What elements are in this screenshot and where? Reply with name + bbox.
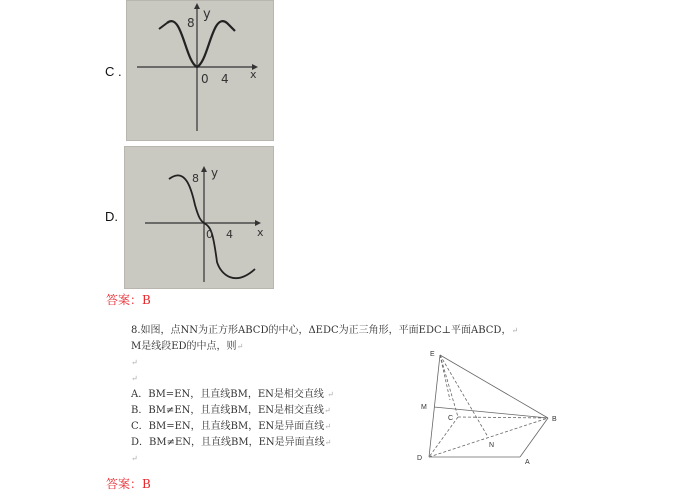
- svg-text:N: N: [489, 442, 495, 449]
- paragraph-mark: ↵: [236, 342, 244, 351]
- option-d-label: D.: [105, 209, 118, 224]
- svg-text:y: y: [203, 7, 211, 22]
- svg-text:8: 8: [187, 16, 195, 30]
- graph-d-sketch: [125, 147, 273, 288]
- choice-c: C．BM=EN，且直线BM，EN是异面直线↵: [131, 421, 332, 432]
- svg-text:4: 4: [221, 72, 229, 86]
- svg-text:x: x: [250, 68, 257, 81]
- svg-text:8: 8: [192, 172, 199, 185]
- svg-text:M: M: [421, 404, 427, 411]
- pyramid-diagram: [410, 340, 570, 470]
- graph-c-sketch: [127, 1, 273, 140]
- paragraph-mark: ↵: [511, 326, 519, 335]
- svg-text:0: 0: [201, 72, 209, 86]
- choice-a: A．BM=EN，且直线BM，EN是相交直线 ↵: [131, 389, 334, 400]
- svg-text:B: B: [552, 416, 557, 423]
- question-8-line-1: 8.如图，点NN为正方形ABCD的中心，ΔEDC为正三角形，平面EDC⊥平面ABCD，↵: [131, 325, 519, 336]
- svg-text:x: x: [257, 226, 264, 239]
- choice-b: B．BM≠EN，且直线BM，EN是相交直线↵: [131, 405, 331, 416]
- option-c-label: C .: [105, 64, 122, 79]
- svg-text:C: C: [448, 415, 454, 422]
- svg-text:D: D: [417, 455, 423, 462]
- question-8-choices: [131, 387, 334, 451]
- svg-text:y: y: [211, 166, 219, 180]
- svg-text:E: E: [430, 351, 435, 358]
- option-c-graph-photo: [126, 0, 274, 141]
- question-8-line-2: M是线段ED的中点，则↵: [131, 341, 244, 352]
- paragraph-mark: ↵: [131, 358, 138, 367]
- paragraph-mark: ↵: [131, 454, 138, 463]
- answer-label-1: 答案：B: [106, 293, 151, 307]
- svg-text:A: A: [525, 459, 530, 466]
- option-d-graph-photo: [124, 146, 274, 289]
- choice-d: D．BM≠EN，且直线BM，EN是异面直线↵: [131, 437, 332, 448]
- pyramid-figure: [410, 340, 570, 470]
- answer-label-2: 答案：B: [106, 477, 151, 491]
- svg-text:0: 0: [206, 228, 213, 241]
- svg-text:4: 4: [226, 228, 233, 241]
- paragraph-mark: ↵: [131, 374, 138, 383]
